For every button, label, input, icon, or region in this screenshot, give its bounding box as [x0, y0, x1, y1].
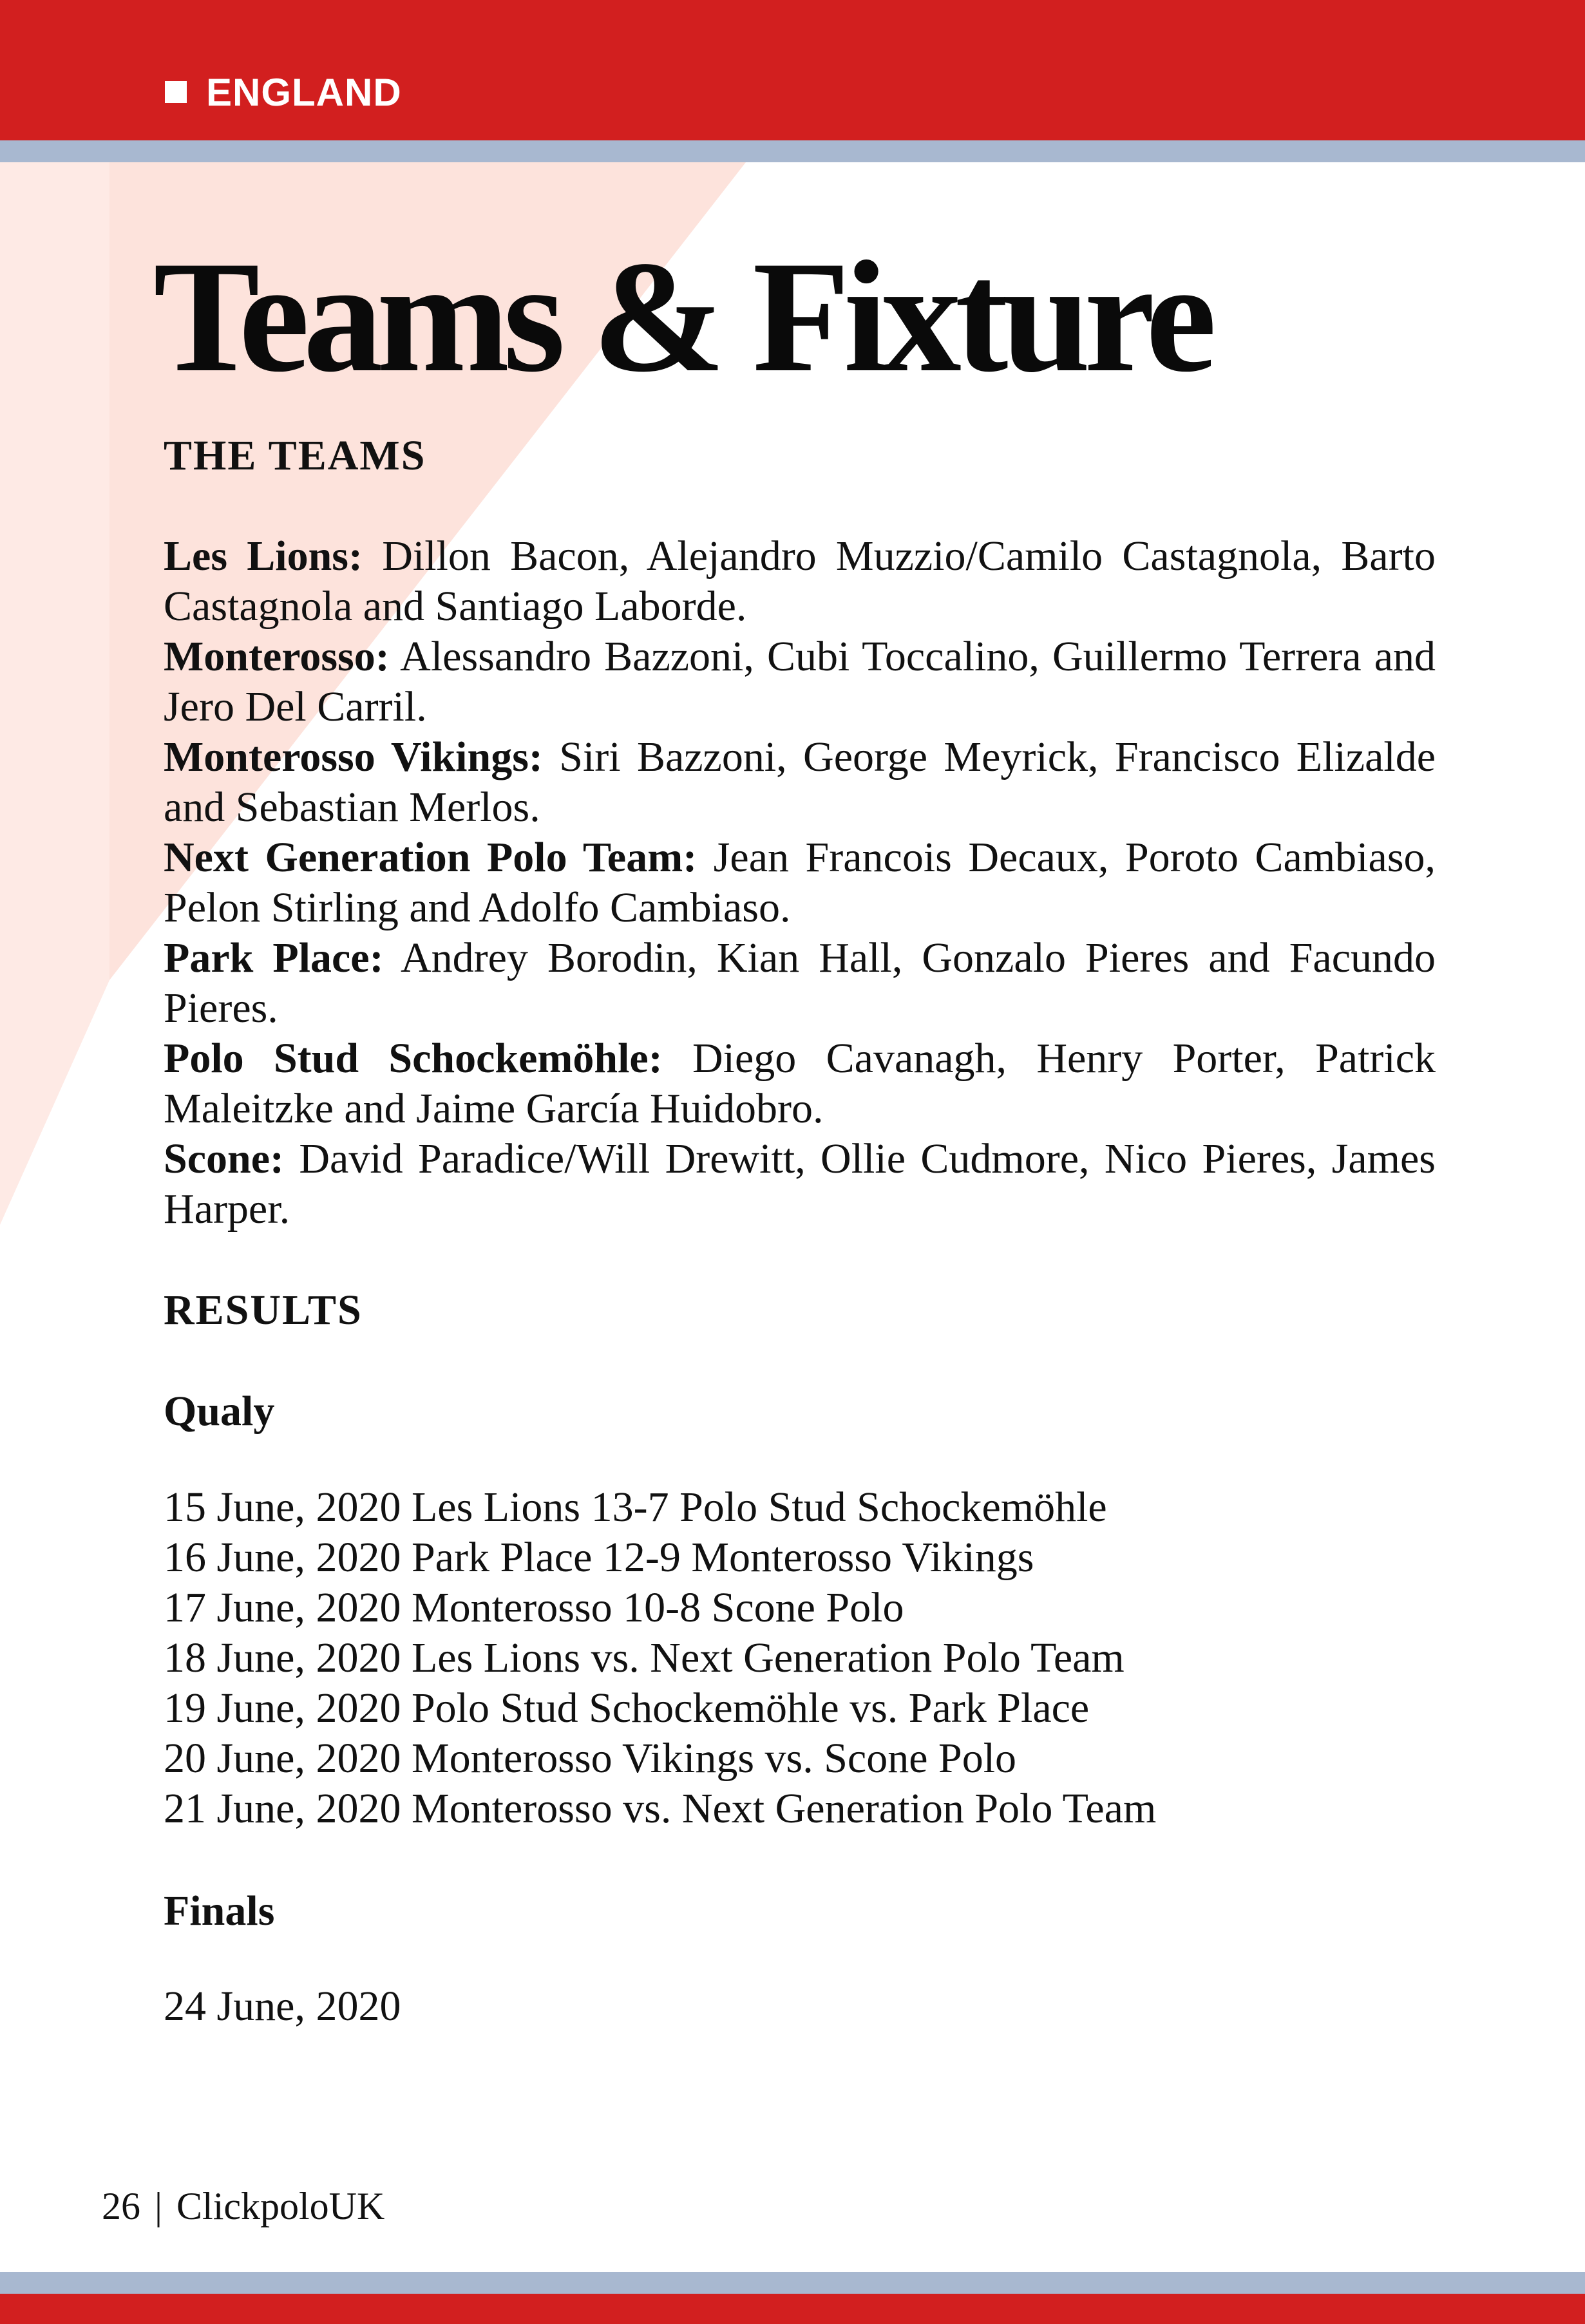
- page-number: 26: [102, 2185, 140, 2227]
- team-name: Monterosso:: [164, 633, 390, 681]
- decorative-triangle-light: [0, 162, 109, 1225]
- results-heading: RESULTS: [164, 1287, 363, 1334]
- qualy-heading: Qualy: [164, 1388, 275, 1435]
- fixture-line: 16 June, 2020 Park Place 12-9 Monterosso Vikings: [164, 1533, 1034, 1581]
- fixture-line: 21 June, 2020 Monterosso vs. Next Generation Polo Team: [164, 1784, 1157, 1832]
- footer-stripe: [0, 2272, 1585, 2294]
- section-label: ENGLAND: [206, 70, 402, 114]
- fixture-line: 15 June, 2020 Les Lions 13-7 Polo Stud Schockemöhle: [164, 1483, 1107, 1531]
- team-entry: [164, 732, 1436, 833]
- fixture-line: 18 June, 2020 Les Lions vs. Next Generation Polo Team: [164, 1634, 1125, 1681]
- team-players: Siri Bazzoni, George Meyrick, Francisco Elizalde and Sebastian Merlos.: [164, 733, 1436, 831]
- fixture-line: 17 June, 2020 Monterosso 10-8 Scone Polo: [164, 1583, 904, 1631]
- team-players: Andrey Borodin, Kian Hall, Gonzalo Pieres and Facundo Pieres.: [164, 934, 1436, 1032]
- team-players: Jean Francois Decaux, Poroto Cambiaso, Pelon Stirling and Adolfo Cambiaso.: [164, 834, 1436, 932]
- finals-date: 24 June, 2020: [164, 1982, 401, 2030]
- finals-heading: Finals: [164, 1887, 275, 1934]
- header-stripe: [0, 140, 1585, 162]
- square-bullet-icon: [165, 81, 187, 103]
- team-players: David Paradice/Will Drewitt, Ollie Cudmore, Nico Pieres, James Harper.: [164, 1135, 1436, 1233]
- publication-name: ClickpoloUK: [176, 2185, 385, 2227]
- team-name: Les Lions:: [164, 533, 363, 580]
- footer-separator: |: [155, 2185, 163, 2227]
- fixture-line: 20 June, 2020 Monterosso Vikings vs. Scone Polo: [164, 1734, 1017, 1782]
- qualy-fixtures: [164, 1482, 1436, 1834]
- team-players: Dillon Bacon, Alejandro Muzzio/Camilo Castagnola, Barto Castagnola and Santiago Laborde.: [164, 533, 1436, 630]
- page-title: Teams & Fixture: [153, 228, 1210, 405]
- team-entry: [164, 632, 1436, 732]
- article-content: [164, 430, 1436, 2032]
- teams-heading: THE TEAMS: [164, 432, 426, 479]
- team-entry: [164, 1034, 1436, 1134]
- team-entry: [164, 833, 1436, 933]
- team-entry: [164, 531, 1436, 632]
- team-players: Diego Cavanagh, Henry Porter, Patrick Maleitzke and Jaime García Huidobro.: [164, 1035, 1436, 1133]
- page-footer: [102, 2184, 384, 2229]
- footer-band: [0, 2294, 1585, 2324]
- team-players: Alessandro Bazzoni, Cubi Toccalino, Guillermo Terrera and Jero Del Carril.: [164, 633, 1436, 731]
- team-name: Scone:: [164, 1135, 284, 1183]
- team-name: Park Place:: [164, 934, 384, 982]
- team-name: Monterosso Vikings:: [164, 733, 543, 781]
- section-tag: [165, 70, 402, 115]
- team-name: Next Generation Polo Team:: [164, 834, 698, 882]
- fixture-line: 19 June, 2020 Polo Stud Schockemöhle vs. Park Place: [164, 1684, 1090, 1732]
- team-entry: [164, 1134, 1436, 1234]
- teams-list: [164, 531, 1436, 1234]
- team-name: Polo Stud Schockemöhle:: [164, 1035, 663, 1082]
- team-entry: [164, 933, 1436, 1034]
